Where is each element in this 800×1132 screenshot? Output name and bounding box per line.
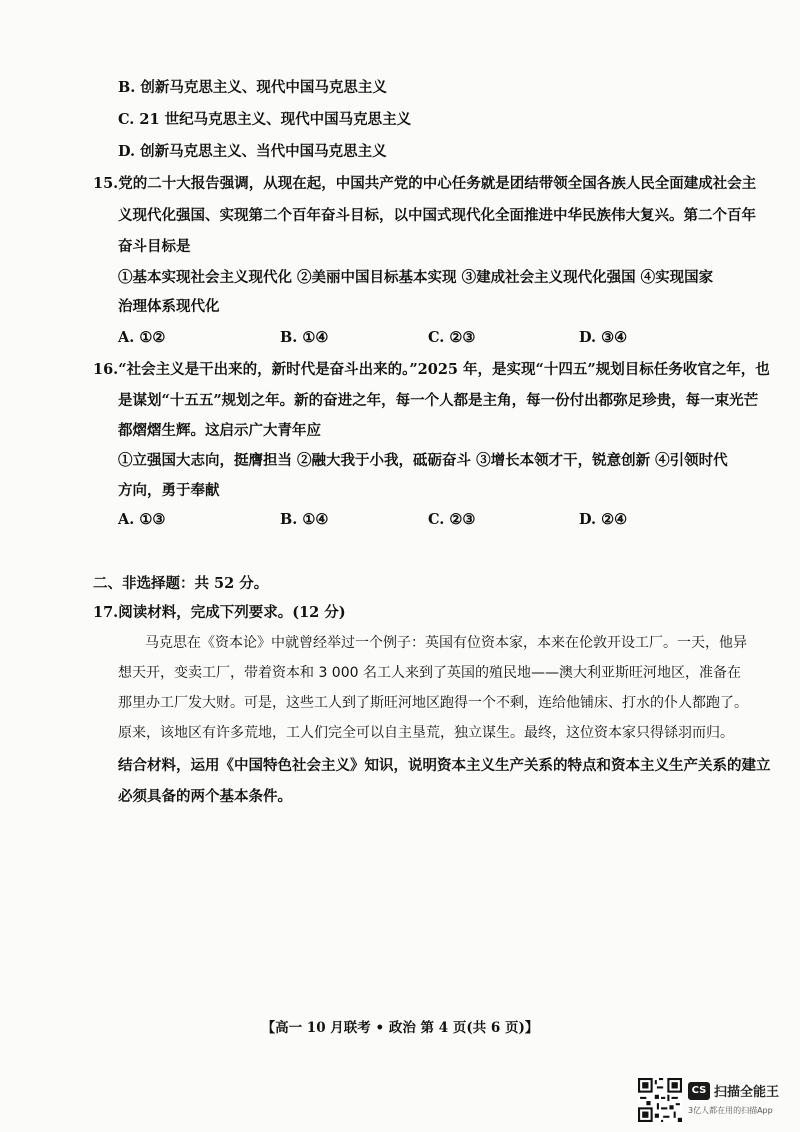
scanner-app-name: 扫描全能王: [714, 1085, 780, 1100]
scanner-app-tagline: 3亿人都在用的扫描App: [688, 1106, 773, 1115]
q16-stem-line-3: 都熠熠生辉。这启示广大青年应: [118, 422, 321, 439]
q16-option-d: D. ②④: [579, 511, 628, 528]
q15-items-line-2: 治理体系现代化: [118, 298, 220, 315]
q17-task-line-1: 结合材料，运用《中国特色社会主义》知识，说明资本主义生产关系的特点和资本主义生产关系的建立: [118, 757, 771, 774]
q17-task-line-2: 必须具备的两个基本条件。: [118, 788, 292, 805]
q15-option-a: A. ①②: [118, 329, 166, 346]
q15-option-d: D. ③④: [579, 329, 628, 346]
q17-material-line-2: 想天开，变卖工厂，带着资本和 3 000 名工人来到了英国的殖民地——澳大利亚斯旺河地区，准备在: [118, 665, 741, 681]
section-2-heading: 二、非选择题：共 52 分。: [93, 575, 269, 592]
q15-option-b: B. ①④: [280, 329, 329, 346]
q15-option-c: C. ②③: [428, 329, 476, 346]
q17-material-line-4: 原来，该地区有许多荒地，工人们完全可以自主垦荒，独立谋生。最终，这位资本家只得铩羽而归。: [118, 725, 734, 741]
q17-stem: 17.阅读材料，完成下列要求。(12 分): [93, 604, 346, 621]
q17-material-line-1: 马克思在《资本论》中就曾经举过一个例子：英国有位资本家，本来在伦敦开设工厂。一天，他异: [145, 635, 747, 651]
q16-items-line-2: 方向，勇于奉献: [118, 482, 220, 499]
q15-stem-line-3: 奋斗目标是: [118, 238, 191, 255]
q16-stem-line-2: 是谋划“十五五”规划之年。新的奋进之年，每一个人都是主角，每一份付出都弥足珍贵，每一束光芒: [118, 392, 759, 409]
qr-code-icon: [638, 1078, 682, 1122]
q15-stem-line-2: 义现代化强国、实现第二个百年奋斗目标，以中国式现代化全面推进中华民族伟大复兴。第二个百年: [118, 207, 756, 224]
q17-material-line-3: 那里办工厂发大财。可是，这些工人到了斯旺河地区跑得一个不剩，连给他铺床、打水的仆人都跑了。: [118, 695, 748, 711]
q16-stem-line-1: 16.“社会主义是干出来的，新时代是奋斗出来的。”2025 年，是实现“十四五”规划目标任务收官之年，也: [93, 361, 770, 378]
scanner-watermark: [638, 1078, 788, 1124]
q15-options: [118, 328, 718, 348]
q14-option-c: C. 21 世纪马克思主义、现代中国马克思主义: [118, 111, 412, 128]
q16-options: [118, 510, 718, 530]
q14-option-b: B. 创新马克思主义、现代中国马克思主义: [118, 79, 387, 96]
page-footer: 【高一 10 月联考 • 政治 第 4 页(共 6 页)】: [261, 1020, 539, 1036]
q16-items-line-1: ①立强国大志向，挺膺担当 ②融大我于小我，砥砺奋斗 ③增长本领才干，锐意创新 ④引领时代: [118, 452, 728, 469]
camscanner-logo-icon: CS: [688, 1082, 710, 1100]
q16-option-a: A. ①③: [118, 511, 166, 528]
q16-option-c: C. ②③: [428, 511, 476, 528]
q15-stem-line-1: 15.党的二十大报告强调，从现在起，中国共产党的中心任务就是团结带领全国各族人民全面建成社会主: [93, 175, 757, 192]
q14-option-d: D. 创新马克思主义、当代中国马克思主义: [118, 143, 387, 160]
q15-items-line-1: ①基本实现社会主义现代化 ②美丽中国目标基本实现 ③建成社会主义现代化强国 ④实现国家: [118, 269, 714, 286]
q16-option-b: B. ①④: [280, 511, 329, 528]
